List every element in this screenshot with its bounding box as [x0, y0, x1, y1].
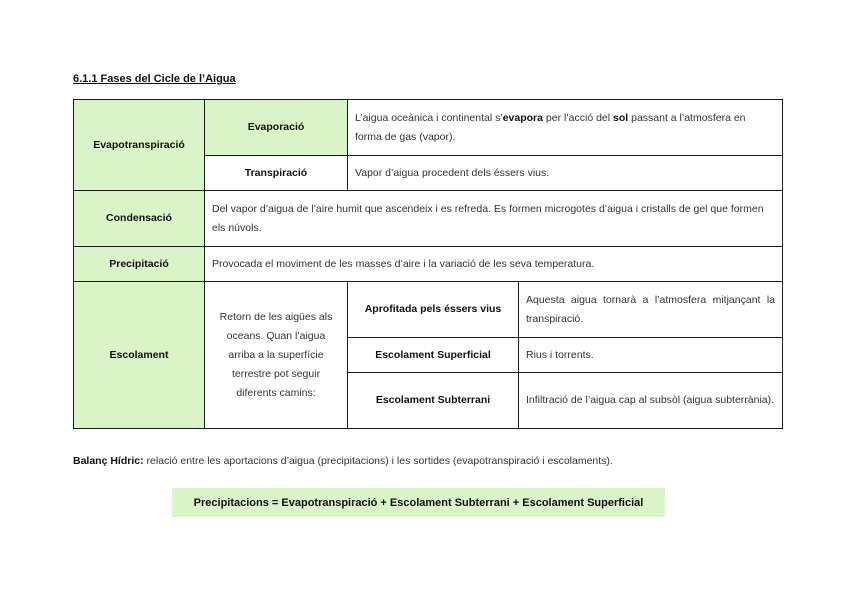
path-escolament-superficial: Escolament Superficial — [348, 338, 519, 373]
table-row — [74, 282, 783, 338]
phase-escolament: Escolament — [74, 282, 205, 429]
subphase-transpiracio: Transpiració — [205, 156, 348, 191]
path-escolament-subterrani-description: Infiltració de l’aigua cap al subsòl (aigua subterrània). — [519, 373, 783, 429]
water-balance-label: Balanç Hídric: — [73, 455, 144, 467]
subphase-evaporacio: Evaporació — [205, 100, 348, 156]
phase-condensacio: Condensació — [74, 191, 205, 247]
path-escolament-superficial-description: Rius i torrents. — [519, 338, 783, 373]
evaporacio-description: L’aigua oceànica i continental s’evapora per l’acció del sol passant a l’atmosfera en forma de gas (vapor). — [348, 100, 783, 156]
transpiracio-description: Vapor d’aigua procedent dels éssers vius. — [348, 156, 783, 191]
section-title: 6.1.1 Fases del Cicle de l’Aigua — [73, 73, 236, 85]
table-row — [74, 100, 783, 156]
water-balance-text: relació entre les aportacions d’aigua (precipitacions) i les sortides (evapotranspiració i escolaments). — [143, 455, 613, 467]
precipitacio-description: Provocada el moviment de les masses d’aire i la variació de les seva temperatura. — [205, 247, 783, 282]
path-aprofitada: Aprofitada pels éssers vius — [348, 282, 519, 338]
phase-precipitacio: Precipitació — [74, 247, 205, 282]
table-row — [74, 247, 783, 282]
table-row — [74, 191, 783, 247]
phase-evapotranspiracio: Evapotranspiració — [74, 100, 205, 191]
water-balance-formula: Precipitacions = Evapotranspiració + Escolament Subterrani + Escolament Superficial — [172, 488, 665, 517]
water-balance-definition — [73, 455, 613, 467]
path-aprofitada-description: Aquesta aigua tornarà a l’atmosfera mitjançant la transpiració. — [519, 282, 783, 338]
water-cycle-table — [73, 99, 783, 429]
path-escolament-subterrani: Escolament Subterrani — [348, 373, 519, 429]
escolament-intro: Retorn de les aigües als oceans. Quan l’aigua arriba a la superfície terrestre pot seguir diferents camins: — [205, 282, 348, 429]
condensacio-description: Del vapor d’aigua de l’aire humit que ascendeix i es refreda. Es formen microgotes d’aigua i cristalls de gel que formen els núvols. — [205, 191, 783, 247]
